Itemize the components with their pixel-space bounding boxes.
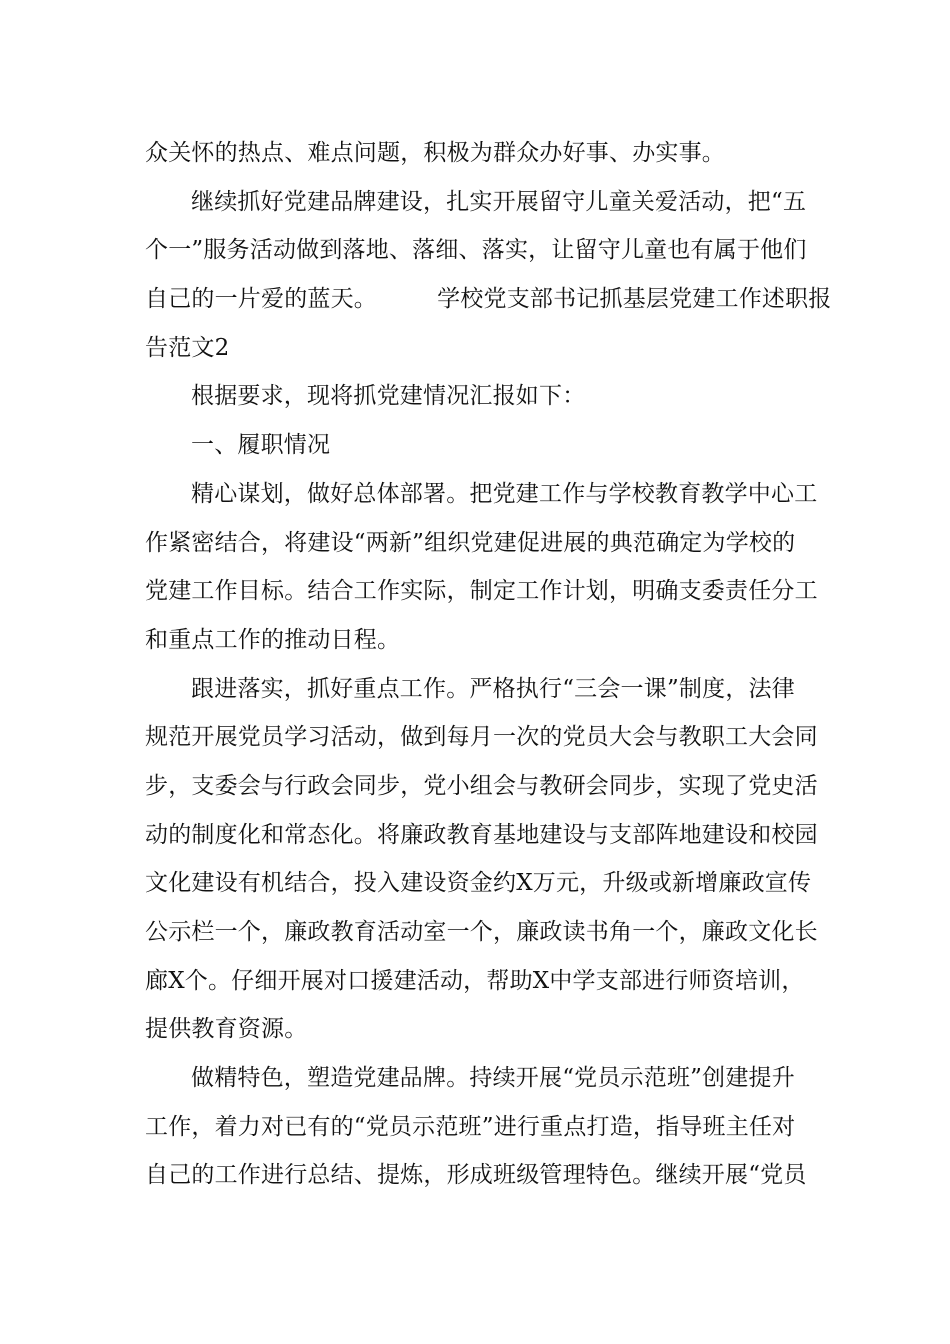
text-line: 规范开展党员学习活动，做到每月一次的党员大会与教职工大会同 <box>145 724 818 751</box>
text-line: 根据要求，现将抓党建情况汇报如下： <box>191 383 586 410</box>
text-line: 步，支委会与行政会同步，党小组会与教研会同步，实现了党史活 <box>145 772 818 799</box>
text-line: 廊X个。仔细开展对口援建活动，帮助X中学支部进行师资培训， <box>145 967 805 994</box>
text-line: 自己的一片爱的蓝天。 学校党支部书记抓基层党建工作述职报 <box>145 286 832 313</box>
text-line: 告范文2 <box>145 334 230 361</box>
text-line: 众关怀的热点、难点问题，积极为群众办好事、办实事。 <box>145 140 725 166</box>
document-body <box>145 129 832 1200</box>
text-line: 做精特色，塑造党建品牌。持续开展“党员示范班”创建提升 <box>191 1065 795 1092</box>
text-line: 公示栏一个，廉政教育活动室一个，廉政读书角一个，廉政文化长 <box>145 919 818 945</box>
text-line: 文化建设有机结合，投入建设资金约X万元，升级或新增廉政宣传 <box>145 870 812 897</box>
text-line: 个一”服务活动做到落地、落细、落实，让留守儿童也有属于他们 <box>145 237 807 264</box>
text-line: 作紧密结合，将建设“两新”组织党建促进展的典范确定为学校的 <box>145 529 796 556</box>
text-line: 工作，着力对已有的“党员示范班”进行重点打造，指导班主任对 <box>145 1113 796 1140</box>
text-line: 继续抓好党建品牌建设，扎实开展留守儿童关爱活动，把“五 <box>191 188 807 215</box>
section-heading: 一、履职情况 <box>191 432 331 459</box>
text-line: 和重点工作的推动日程。 <box>145 626 401 653</box>
text-line: 党建工作目标。结合工作实际，制定工作计划，明确支委责任分工 <box>145 578 818 605</box>
text-line: 精心谋划，做好总体部署。把党建工作与学校教育教学中心工 <box>191 480 818 507</box>
text-line: 自己的工作进行总结、提炼，形成班级管理特色。继续开展“党员 <box>145 1162 807 1189</box>
text-line: 动的制度化和常态化。将廉政教育基地建设与支部阵地建设和校园 <box>145 821 818 848</box>
text-line: 提供教育资源。 <box>145 1016 308 1043</box>
text-line: 跟进落实，抓好重点工作。严格执行“三会一课”制度，法律 <box>191 675 795 702</box>
